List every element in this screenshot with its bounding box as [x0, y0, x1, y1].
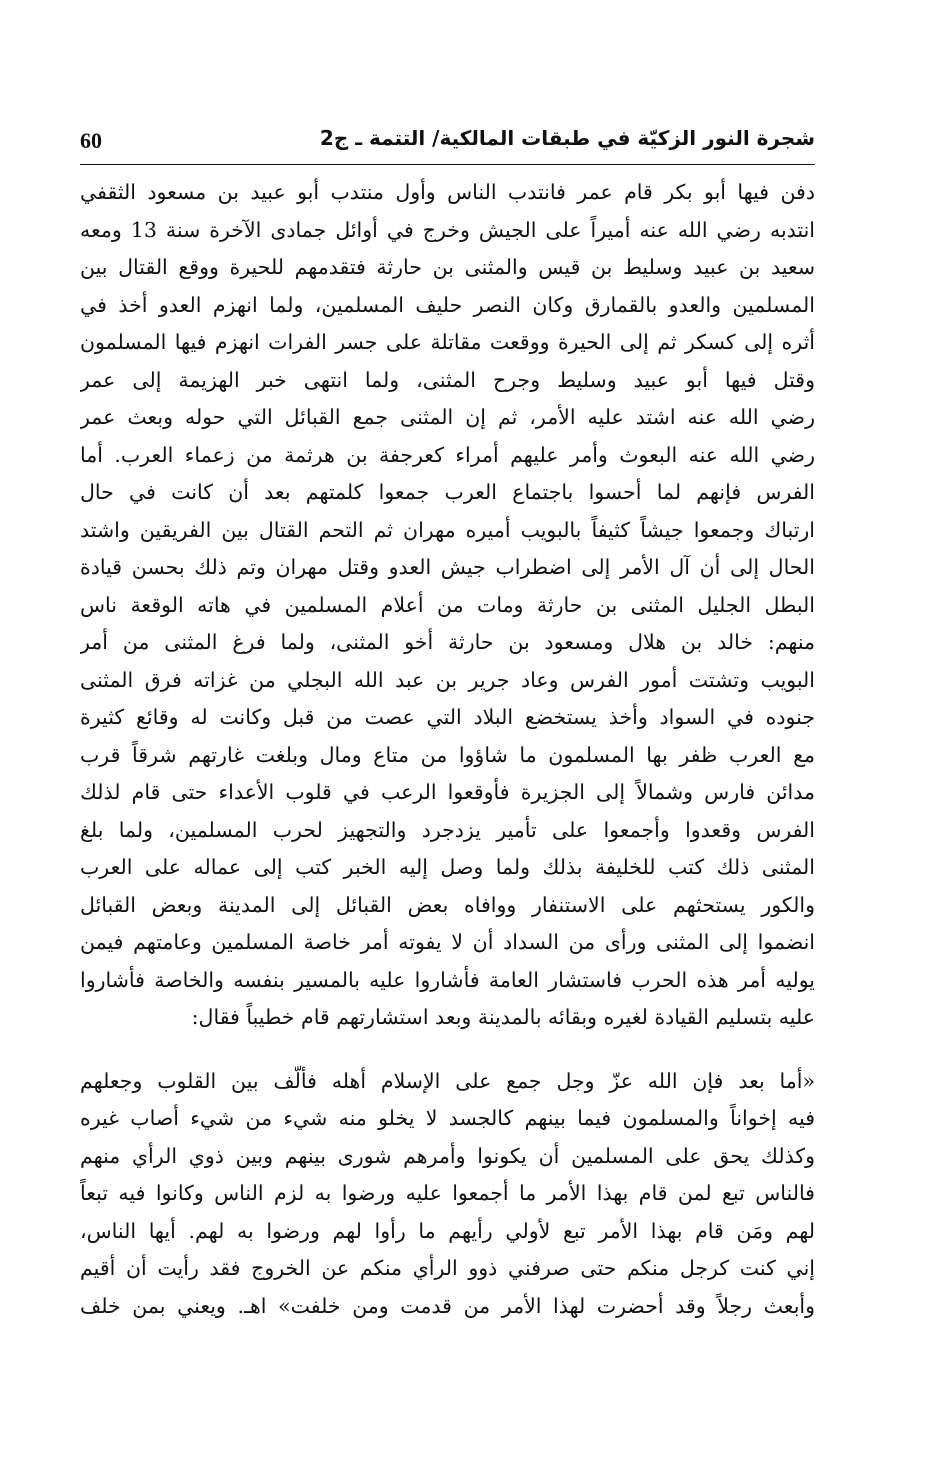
- running-title: شجرة النور الزكيّة في طبقات المالكية/ التتمة ـ ج2: [319, 126, 815, 150]
- text-line: انضموا إلى المثنى ورأى من السداد أن لا يفوته أمر خاصة المسلمين وعامتهم فيمن: [80, 930, 815, 954]
- text-line: دفن فيها أبو بكر قام عمر فانتدب الناس وأول منتدب أبو عبيد بن مسعود الثقفي: [80, 180, 815, 204]
- text-line: سعيد بن عبيد وسليط بن قيس والمثنى بن حارثة فتقدمهم للحيرة ووقع القتال بين: [80, 255, 815, 279]
- paragraph-1: [80, 174, 815, 1037]
- text-line: «أما بعد فإن الله عزّ وجل جمع على الإسلام أهله فألّف بين القلوب وجعلهم: [80, 1068, 815, 1093]
- text-line: وكذلك يحق على المسلمين أن يكونوا وأمرهم شورى بينهم وبين ذوي الرأي منهم: [80, 1143, 815, 1168]
- paragraph-2: [80, 1063, 815, 1326]
- text-line: يوليه أمر هذه الحرب فاستشار العامة فأشاروا عليه بالمسير بنفسه والخاصة فأشاروا: [80, 967, 815, 992]
- text-line: إني كنت كرجل منكم حتى صرفني ذوو الرأي منكم عن الخروج فقد رأيت أن أقيم: [80, 1256, 815, 1280]
- book-page: [80, 0, 815, 1478]
- text-line: المسلمين والعدو بالقمارق وكان النصر حليف المسلمين، ولما انهزم العدو أخذ في: [80, 292, 815, 317]
- text-line: البويب وتشتت أمور الفرس وعاد جرير بن عبد الله البجلي من غزاته فرق المثنى: [80, 667, 815, 692]
- text-line: الحال إلى أن آل الأمر إلى اضطراب جيش العدو وقتل مهران وتم ذلك بحسن قيادة: [80, 555, 815, 579]
- text-line: منهم: خالد بن هلال ومسعود بن حارثة أخو المثنى، ولما فرغ المثنى من أمر: [80, 630, 815, 654]
- page-number: 60: [80, 128, 102, 153]
- text-line: انتدبه رضي الله عنه أميراً على الجيش وخرج في أوائل جمادى الآخرة سنة 13 ومعه: [80, 217, 815, 242]
- text-line: رضي الله عنه البعوث وأمر عليهم أمراء كعرجفة بن هرثمة من زعماء العرب. أما: [80, 442, 815, 467]
- text-line: الفرس وقعدوا وأجمعوا على تأمير يزدجرد والتجهيز لحرب المسلمين، ولما بلغ: [80, 817, 815, 842]
- text-line: ارتباك وجمعوا جيشاً كثيفاً بالبويب أميره مهران ثم التحم القتال بين الفريقين واشتد: [80, 517, 815, 542]
- text-line: مع العرب ظفر بها المسلمون ما شاؤوا من متاع ومال وبلغت غارتهم شرقاً قرب: [80, 742, 815, 767]
- body-text: [80, 174, 815, 1325]
- text-line: وأبعث رجلاً وقد أحضرت لهذا الأمر من قدمت ومن خلفت» اهـ. ويعني بمن خلف: [80, 1293, 815, 1318]
- page-header: [80, 120, 815, 165]
- text-line: رضي الله عنه اشتد عليه الأمر، ثم إن المثنى جمع القبائل التي حوله وبعث عمر: [80, 405, 815, 429]
- text-line: أثره إلى كسكر ثم إلى الحيرة ووقعت مقاتلة على جسر الفرات انهزم فيها المسلمون: [80, 330, 815, 354]
- paragraph-gap: [80, 1037, 815, 1063]
- text-line: فيه إخواناً والمسلمون فيما بينهم كالجسد لا يخلو منه شيء من شيء أصاب غيره: [80, 1106, 815, 1130]
- text-line: فالناس تبع لمن قام بهذا الأمر ما أجمعوا عليه ورضوا به لزم الناس وكانوا فيه تبعاً: [80, 1181, 815, 1205]
- text-line: الفرس فإنهم لما أحسوا باجتماع العرب جمعوا كلمتهم بعد أن كانت في حال: [80, 480, 815, 504]
- text-line: البطل الجليل المثنى بن حارثة ومات من أعلام المسلمين في هاته الوقعة ناس: [80, 592, 815, 617]
- text-line: والكور يستحثهم على الاستنفار ووافاه بعض القبائل إلى المدينة وبعض القبائل: [80, 892, 815, 917]
- text-line: المثنى ذلك كتب للخليفة بذلك ولما وصل إليه الخبر كتب إلى عماله على العرب: [80, 855, 815, 879]
- text-line: وقتل فيها أبو عبيد وسليط وجرح المثنى، ولما انتهى خبر الهزيمة إلى عمر: [80, 367, 815, 392]
- text-line: عليه بتسليم القيادة لغيره وبقائه بالمدينة وبعد استشارتهم قام خطيباً فقال:: [191, 1005, 815, 1029]
- text-line: جنوده في السواد وأخذ يستخضع البلاد التي عصت من قبل وكانت له وقائع كثيرة: [80, 705, 815, 729]
- text-line: مدائن فارس وشمالاً إلى الجزيرة فأوقعوا الرعب في قلوب الأعداء حتى قام لذلك: [80, 780, 815, 804]
- text-line: لهم ومَن قام بهذا الأمر تبع لأولي رأيهم ما رأوا لهم ورضوا به لهم. أيها الناس،: [80, 1218, 815, 1243]
